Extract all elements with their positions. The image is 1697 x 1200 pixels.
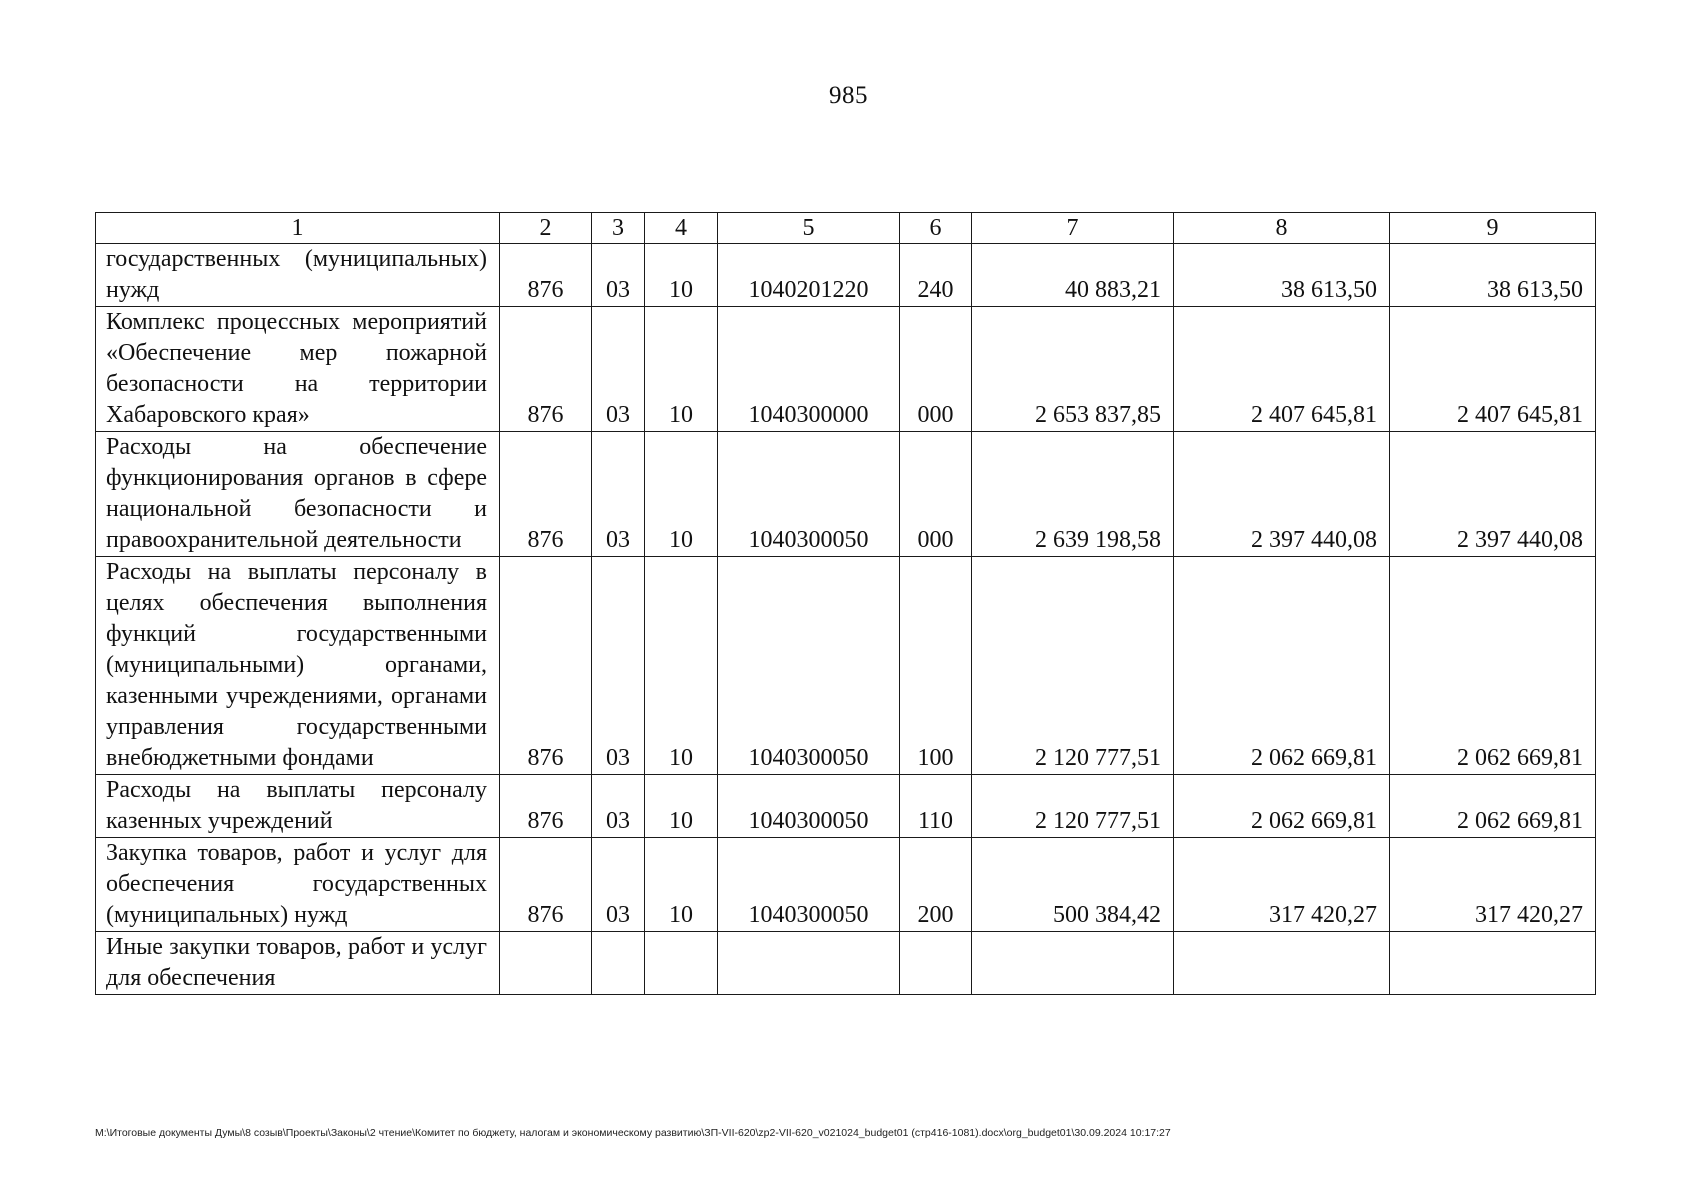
footer-file-path: M:\Итоговые документы Думы\8 созыв\Проекты\Законы\2 чтение\Комитет по бюджету, налогам и экономическому развитию\ЗП-VII-620\zp2-VII-620_v021024_budget01 (стр416-1081).docx\org_budget01\30.09.2024 10:17:27 xyxy=(95,1127,1171,1139)
cell-subsection xyxy=(645,932,718,995)
cell-target-article: 1040300000 xyxy=(718,307,900,432)
cell-ministry: 876 xyxy=(500,307,592,432)
cell-amount-9: 2 062 669,81 xyxy=(1390,557,1596,775)
cell-section: 03 xyxy=(592,432,645,557)
table-row xyxy=(96,244,1596,307)
cell-section: 03 xyxy=(592,775,645,838)
column-header: 2 xyxy=(500,213,592,244)
cell-expense-type: 110 xyxy=(900,775,972,838)
row-name: Комплекс процессных мероприятий «Обеспечение мер пожарной безопасности на территории Хабаровского края» xyxy=(96,307,500,432)
cell-target-article: 1040300050 xyxy=(718,775,900,838)
cell-amount-7 xyxy=(972,932,1174,995)
cell-subsection: 10 xyxy=(645,557,718,775)
column-header: 5 xyxy=(718,213,900,244)
column-header: 4 xyxy=(645,213,718,244)
row-name: Расходы на выплаты персоналу казенных учреждений xyxy=(96,775,500,838)
cell-subsection: 10 xyxy=(645,432,718,557)
table-row xyxy=(96,932,1596,995)
cell-amount-9: 2 397 440,08 xyxy=(1390,432,1596,557)
cell-expense-type: 240 xyxy=(900,244,972,307)
cell-subsection: 10 xyxy=(645,307,718,432)
cell-amount-8: 2 397 440,08 xyxy=(1174,432,1390,557)
cell-section: 03 xyxy=(592,838,645,932)
cell-subsection: 10 xyxy=(645,775,718,838)
cell-target-article xyxy=(718,932,900,995)
cell-expense-type: 000 xyxy=(900,432,972,557)
cell-expense-type: 000 xyxy=(900,307,972,432)
cell-ministry: 876 xyxy=(500,244,592,307)
cell-section: 03 xyxy=(592,557,645,775)
cell-subsection: 10 xyxy=(645,244,718,307)
column-header: 9 xyxy=(1390,213,1596,244)
cell-subsection: 10 xyxy=(645,838,718,932)
cell-section: 03 xyxy=(592,244,645,307)
cell-amount-9: 317 420,27 xyxy=(1390,838,1596,932)
cell-amount-9: 2 062 669,81 xyxy=(1390,775,1596,838)
table-row xyxy=(96,307,1596,432)
table-row xyxy=(96,838,1596,932)
cell-amount-7: 2 120 777,51 xyxy=(972,775,1174,838)
row-name: государственных (муниципальных) нужд xyxy=(96,244,500,307)
table-row xyxy=(96,775,1596,838)
column-header: 3 xyxy=(592,213,645,244)
cell-amount-9: 38 613,50 xyxy=(1390,244,1596,307)
cell-amount-8: 317 420,27 xyxy=(1174,838,1390,932)
cell-expense-type: 200 xyxy=(900,838,972,932)
cell-amount-7: 40 883,21 xyxy=(972,244,1174,307)
cell-amount-7: 2 120 777,51 xyxy=(972,557,1174,775)
cell-ministry: 876 xyxy=(500,775,592,838)
page-number: 985 xyxy=(829,82,868,109)
cell-amount-9 xyxy=(1390,932,1596,995)
row-name: Закупка товаров, работ и услуг для обеспечения государственных (муниципальных) нужд xyxy=(96,838,500,932)
cell-amount-8: 2 062 669,81 xyxy=(1174,775,1390,838)
cell-amount-9: 2 407 645,81 xyxy=(1390,307,1596,432)
cell-ministry xyxy=(500,932,592,995)
column-header: 6 xyxy=(900,213,972,244)
row-name: Расходы на выплаты персоналу в целях обеспечения выполнения функций государственными (муниципальными) органами, казенными учреждениями, органами управления государственными внебюджетными фондами xyxy=(96,557,500,775)
table-row xyxy=(96,557,1596,775)
column-header: 8 xyxy=(1174,213,1390,244)
table-header-row xyxy=(96,213,1596,244)
cell-target-article: 1040201220 xyxy=(718,244,900,307)
cell-section xyxy=(592,932,645,995)
row-name: Расходы на обеспечение функционирования органов в сфере национальной безопасности и правоохранительной деятельности xyxy=(96,432,500,557)
cell-amount-8: 38 613,50 xyxy=(1174,244,1390,307)
cell-amount-8 xyxy=(1174,932,1390,995)
table-row xyxy=(96,432,1596,557)
cell-amount-7: 2 639 198,58 xyxy=(972,432,1174,557)
cell-ministry: 876 xyxy=(500,557,592,775)
cell-amount-8: 2 407 645,81 xyxy=(1174,307,1390,432)
cell-expense-type: 100 xyxy=(900,557,972,775)
cell-section: 03 xyxy=(592,307,645,432)
cell-ministry: 876 xyxy=(500,432,592,557)
cell-amount-7: 500 384,42 xyxy=(972,838,1174,932)
cell-expense-type xyxy=(900,932,972,995)
cell-amount-7: 2 653 837,85 xyxy=(972,307,1174,432)
cell-target-article: 1040300050 xyxy=(718,432,900,557)
cell-amount-8: 2 062 669,81 xyxy=(1174,557,1390,775)
row-name: Иные закупки товаров, работ и услуг для обеспечения xyxy=(96,932,500,995)
cell-ministry: 876 xyxy=(500,838,592,932)
column-header: 1 xyxy=(96,213,500,244)
cell-target-article: 1040300050 xyxy=(718,557,900,775)
budget-table xyxy=(95,212,1596,995)
cell-target-article: 1040300050 xyxy=(718,838,900,932)
column-header: 7 xyxy=(972,213,1174,244)
